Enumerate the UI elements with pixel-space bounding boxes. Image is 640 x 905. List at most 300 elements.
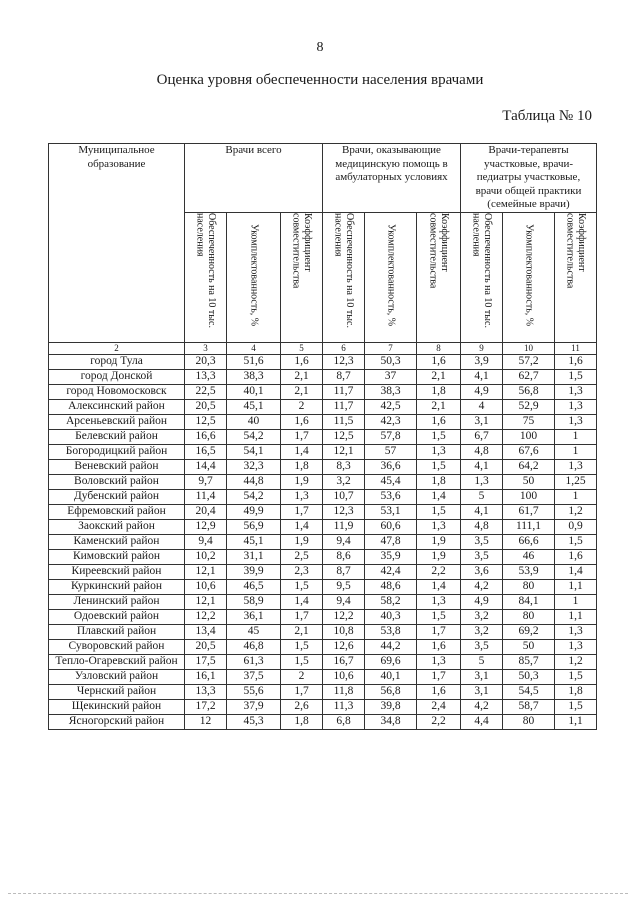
value-cell: 2,1 — [281, 369, 323, 384]
value-cell: 12,6 — [323, 639, 365, 654]
value-cell: 12,1 — [185, 594, 227, 609]
value-cell: 4,2 — [461, 579, 503, 594]
municipality-header: Муниципальное образование — [49, 144, 185, 343]
value-cell: 1,3 — [417, 519, 461, 534]
value-cell: 50,3 — [503, 669, 555, 684]
value-cell: 80 — [503, 609, 555, 624]
value-cell: 1,6 — [281, 354, 323, 369]
column-number: 11 — [555, 342, 597, 354]
value-cell: 1,3 — [555, 384, 597, 399]
subheader-coefficient: Коэффициент совместительства — [555, 213, 597, 343]
value-cell: 12,3 — [323, 354, 365, 369]
value-cell: 16,1 — [185, 669, 227, 684]
value-cell: 1,3 — [555, 399, 597, 414]
value-cell: 2,1 — [417, 369, 461, 384]
value-cell: 56,8 — [365, 684, 417, 699]
value-cell: 2,5 — [281, 549, 323, 564]
value-cell: 1,9 — [417, 549, 461, 564]
value-cell: 1,3 — [555, 639, 597, 654]
value-cell: 1,6 — [417, 684, 461, 699]
table-row — [49, 354, 597, 369]
value-cell: 1,6 — [417, 414, 461, 429]
municipality-name: Куркинский район — [49, 579, 185, 594]
column-number: 2 — [49, 342, 185, 354]
value-cell: 80 — [503, 579, 555, 594]
value-cell: 53,6 — [365, 489, 417, 504]
subheader-provision: Обеспеченность на 10 тыс. населения — [185, 213, 227, 343]
value-cell: 39,9 — [227, 564, 281, 579]
value-cell: 3,2 — [461, 609, 503, 624]
table-row — [49, 684, 597, 699]
table-row — [49, 444, 597, 459]
value-cell: 37,5 — [227, 669, 281, 684]
group-header-outpatient-doctors: Врачи, оказывающие медицинскую помощь в амбулаторных условиях — [323, 144, 461, 213]
table-row — [49, 699, 597, 714]
municipality-name: Суворовский район — [49, 639, 185, 654]
value-cell: 20,3 — [185, 354, 227, 369]
value-cell: 46,5 — [227, 579, 281, 594]
table-row — [49, 624, 597, 639]
municipality-name: Веневский район — [49, 459, 185, 474]
value-cell: 3,5 — [461, 639, 503, 654]
value-cell: 40 — [227, 414, 281, 429]
municipality-name: Воловский район — [49, 474, 185, 489]
value-cell: 9,4 — [323, 594, 365, 609]
value-cell: 11,8 — [323, 684, 365, 699]
value-cell: 54,5 — [503, 684, 555, 699]
value-cell: 2,6 — [281, 699, 323, 714]
value-cell: 12,5 — [323, 429, 365, 444]
value-cell: 16,6 — [185, 429, 227, 444]
municipality-name: Дубенский район — [49, 489, 185, 504]
value-cell: 34,8 — [365, 714, 417, 729]
value-cell: 61,7 — [503, 504, 555, 519]
value-cell: 1 — [555, 594, 597, 609]
value-cell: 2,4 — [417, 699, 461, 714]
value-cell: 3,1 — [461, 414, 503, 429]
value-cell: 57,2 — [503, 354, 555, 369]
value-cell: 11,5 — [323, 414, 365, 429]
value-cell: 45,4 — [365, 474, 417, 489]
value-cell: 37 — [365, 369, 417, 384]
value-cell: 40,3 — [365, 609, 417, 624]
value-cell: 6,8 — [323, 714, 365, 729]
value-cell: 9,5 — [323, 579, 365, 594]
value-cell: 40,1 — [227, 384, 281, 399]
value-cell: 8,7 — [323, 564, 365, 579]
value-cell: 13,3 — [185, 684, 227, 699]
value-cell: 37,9 — [227, 699, 281, 714]
value-cell: 69,6 — [365, 654, 417, 669]
value-cell: 10,6 — [323, 669, 365, 684]
value-cell: 1,6 — [417, 639, 461, 654]
value-cell: 55,6 — [227, 684, 281, 699]
municipality-name: Ленинский район — [49, 594, 185, 609]
value-cell: 13,4 — [185, 624, 227, 639]
table-row — [49, 384, 597, 399]
value-cell: 2 — [281, 399, 323, 414]
page-number: 8 — [316, 40, 324, 55]
value-cell: 2 — [281, 669, 323, 684]
municipality-name: Заокский район — [49, 519, 185, 534]
municipality-name: Арсеньевский район — [49, 414, 185, 429]
value-cell: 2,3 — [281, 564, 323, 579]
municipality-name: Киреевский район — [49, 564, 185, 579]
value-cell: 67,6 — [503, 444, 555, 459]
municipality-name: город Новомосковск — [49, 384, 185, 399]
value-cell: 4,8 — [461, 519, 503, 534]
subheader-staffing: Укомплектованность, % — [227, 213, 281, 343]
value-cell: 1,4 — [281, 444, 323, 459]
value-cell: 1,3 — [555, 414, 597, 429]
value-cell: 9,7 — [185, 474, 227, 489]
value-cell: 11,3 — [323, 699, 365, 714]
value-cell: 1,5 — [555, 669, 597, 684]
municipality-name: Чернский район — [49, 684, 185, 699]
value-cell: 58,9 — [227, 594, 281, 609]
value-cell: 0,9 — [555, 519, 597, 534]
column-number: 3 — [185, 342, 227, 354]
value-cell: 51,6 — [227, 354, 281, 369]
value-cell: 3,6 — [461, 564, 503, 579]
value-cell: 8,7 — [323, 369, 365, 384]
value-cell: 111,1 — [503, 519, 555, 534]
value-cell: 56,9 — [227, 519, 281, 534]
value-cell: 40,1 — [365, 669, 417, 684]
table-row — [49, 369, 597, 384]
value-cell: 1,3 — [417, 594, 461, 609]
value-cell: 2,1 — [281, 624, 323, 639]
value-cell: 3,1 — [461, 684, 503, 699]
table-row — [49, 714, 597, 729]
value-cell: 4,8 — [461, 444, 503, 459]
value-cell: 3,2 — [461, 624, 503, 639]
value-cell: 1,1 — [555, 609, 597, 624]
value-cell: 1,1 — [555, 579, 597, 594]
value-cell: 4,2 — [461, 699, 503, 714]
value-cell: 1,25 — [555, 474, 597, 489]
table-row — [49, 579, 597, 594]
value-cell: 3,5 — [461, 534, 503, 549]
value-cell: 1,7 — [281, 684, 323, 699]
value-cell: 1,4 — [417, 579, 461, 594]
table-row — [49, 549, 597, 564]
value-cell: 47,8 — [365, 534, 417, 549]
value-cell: 50,3 — [365, 354, 417, 369]
municipality-name: Ясногорский район — [49, 714, 185, 729]
municipality-name: город Донской — [49, 369, 185, 384]
document-title: Оценка уровня обеспеченности населения врачами — [156, 72, 484, 88]
value-cell: 3,9 — [461, 354, 503, 369]
value-cell: 42,3 — [365, 414, 417, 429]
value-cell: 1 — [555, 444, 597, 459]
value-cell: 1 — [555, 489, 597, 504]
municipality-name: Одоевский район — [49, 609, 185, 624]
municipality-name: Каменский район — [49, 534, 185, 549]
value-cell: 12 — [185, 714, 227, 729]
table-row — [49, 654, 597, 669]
value-cell: 3,2 — [323, 474, 365, 489]
value-cell: 61,3 — [227, 654, 281, 669]
value-cell: 44,2 — [365, 639, 417, 654]
value-cell: 20,5 — [185, 399, 227, 414]
value-cell: 8,6 — [323, 549, 365, 564]
value-cell: 16,5 — [185, 444, 227, 459]
value-cell: 1,8 — [417, 474, 461, 489]
value-cell: 6,7 — [461, 429, 503, 444]
group-header-district-doctors: Врачи-терапевты участковые, врачи-педиатры участковые, врачи общей практики (семейные врачи) — [461, 144, 597, 213]
table-row — [49, 534, 597, 549]
value-cell: 1,9 — [281, 474, 323, 489]
table-row — [49, 639, 597, 654]
value-cell: 1,2 — [555, 504, 597, 519]
column-number: 6 — [323, 342, 365, 354]
value-cell: 11,7 — [323, 384, 365, 399]
value-cell: 1,6 — [555, 549, 597, 564]
value-cell: 11,7 — [323, 399, 365, 414]
value-cell: 12,5 — [185, 414, 227, 429]
value-cell: 58,2 — [365, 594, 417, 609]
subheader-provision: Обеспеченность на 10 тыс. населения — [323, 213, 365, 343]
value-cell: 10,6 — [185, 579, 227, 594]
value-cell: 1,8 — [555, 684, 597, 699]
value-cell: 62,7 — [503, 369, 555, 384]
value-cell: 100 — [503, 429, 555, 444]
value-cell: 48,6 — [365, 579, 417, 594]
value-cell: 53,1 — [365, 504, 417, 519]
value-cell: 44,8 — [227, 474, 281, 489]
value-cell: 20,4 — [185, 504, 227, 519]
column-number: 7 — [365, 342, 417, 354]
value-cell: 1,4 — [417, 489, 461, 504]
value-cell: 20,5 — [185, 639, 227, 654]
value-cell: 45,1 — [227, 399, 281, 414]
value-cell: 1,4 — [555, 564, 597, 579]
value-cell: 42,4 — [365, 564, 417, 579]
value-cell: 50 — [503, 639, 555, 654]
value-cell: 1,3 — [555, 459, 597, 474]
value-cell: 1 — [555, 429, 597, 444]
value-cell: 53,9 — [503, 564, 555, 579]
table-number: Таблица № 10 — [502, 108, 592, 124]
value-cell: 16,7 — [323, 654, 365, 669]
value-cell: 12,1 — [323, 444, 365, 459]
value-cell: 45,3 — [227, 714, 281, 729]
value-cell: 1,5 — [417, 429, 461, 444]
value-cell: 1,5 — [281, 579, 323, 594]
column-number: 8 — [417, 342, 461, 354]
value-cell: 38,3 — [227, 369, 281, 384]
value-cell: 1,7 — [281, 504, 323, 519]
value-cell: 10,8 — [323, 624, 365, 639]
value-cell: 2,2 — [417, 714, 461, 729]
value-cell: 1,4 — [281, 519, 323, 534]
value-cell: 52,9 — [503, 399, 555, 414]
value-cell: 1,3 — [281, 489, 323, 504]
municipality-name: Плавский район — [49, 624, 185, 639]
value-cell: 10,7 — [323, 489, 365, 504]
value-cell: 12,2 — [185, 609, 227, 624]
value-cell: 11,9 — [323, 519, 365, 534]
column-number: 4 — [227, 342, 281, 354]
value-cell: 60,6 — [365, 519, 417, 534]
value-cell: 5 — [461, 489, 503, 504]
value-cell: 1,5 — [555, 369, 597, 384]
value-cell: 57 — [365, 444, 417, 459]
value-cell: 46 — [503, 549, 555, 564]
value-cell: 69,2 — [503, 624, 555, 639]
value-cell: 1,9 — [281, 534, 323, 549]
value-cell: 1,8 — [281, 459, 323, 474]
value-cell: 4,9 — [461, 594, 503, 609]
table-row — [49, 474, 597, 489]
value-cell: 53,8 — [365, 624, 417, 639]
table-row — [49, 399, 597, 414]
value-cell: 38,3 — [365, 384, 417, 399]
subheader-staffing: Укомплектованность, % — [503, 213, 555, 343]
value-cell: 1,6 — [417, 354, 461, 369]
value-cell: 31,1 — [227, 549, 281, 564]
subheader-provision: Обеспеченность на 10 тыс. населения — [461, 213, 503, 343]
table-row — [49, 669, 597, 684]
value-cell: 84,1 — [503, 594, 555, 609]
value-cell: 4 — [461, 399, 503, 414]
column-number-row — [49, 342, 597, 354]
value-cell: 14,4 — [185, 459, 227, 474]
header-group-row — [49, 144, 597, 213]
value-cell: 45 — [227, 624, 281, 639]
municipality-name: Щекинский район — [49, 699, 185, 714]
value-cell: 1,2 — [555, 654, 597, 669]
value-cell: 12,2 — [323, 609, 365, 624]
table-row — [49, 414, 597, 429]
value-cell: 2,1 — [281, 384, 323, 399]
page-bottom-rule — [8, 893, 628, 894]
value-cell: 1,1 — [555, 714, 597, 729]
value-cell: 12,3 — [323, 504, 365, 519]
table-row — [49, 564, 597, 579]
municipality-name: Белевский район — [49, 429, 185, 444]
column-number: 9 — [461, 342, 503, 354]
municipality-name: Тепло-Огаревский район — [49, 654, 185, 669]
table-row — [49, 594, 597, 609]
value-cell: 1,3 — [461, 474, 503, 489]
value-cell: 1,5 — [417, 459, 461, 474]
value-cell: 66,6 — [503, 534, 555, 549]
municipality-name: Алексинский район — [49, 399, 185, 414]
table-row — [49, 504, 597, 519]
value-cell: 12,1 — [185, 564, 227, 579]
value-cell: 4,4 — [461, 714, 503, 729]
municipality-name: Узловский район — [49, 669, 185, 684]
value-cell: 49,9 — [227, 504, 281, 519]
value-cell: 32,3 — [227, 459, 281, 474]
value-cell: 1,5 — [417, 609, 461, 624]
value-cell: 57,8 — [365, 429, 417, 444]
municipality-name: Кимовский район — [49, 549, 185, 564]
value-cell: 64,2 — [503, 459, 555, 474]
value-cell: 3,1 — [461, 669, 503, 684]
value-cell: 50 — [503, 474, 555, 489]
table-row — [49, 459, 597, 474]
table-body — [49, 354, 597, 729]
municipality-name: город Тула — [49, 354, 185, 369]
value-cell: 10,2 — [185, 549, 227, 564]
value-cell: 1,5 — [555, 699, 597, 714]
subheader-staffing: Укомплектованность, % — [365, 213, 417, 343]
value-cell: 1,4 — [281, 594, 323, 609]
value-cell: 22,5 — [185, 384, 227, 399]
column-number: 10 — [503, 342, 555, 354]
value-cell: 1,5 — [281, 654, 323, 669]
value-cell: 1,7 — [281, 609, 323, 624]
value-cell: 1,7 — [417, 669, 461, 684]
value-cell: 4,9 — [461, 384, 503, 399]
value-cell: 45,1 — [227, 534, 281, 549]
value-cell: 1,5 — [417, 504, 461, 519]
value-cell: 2,2 — [417, 564, 461, 579]
value-cell: 85,7 — [503, 654, 555, 669]
value-cell: 36,1 — [227, 609, 281, 624]
municipality-name: Ефремовский район — [49, 504, 185, 519]
municipality-name: Богородицкий район — [49, 444, 185, 459]
value-cell: 4,1 — [461, 504, 503, 519]
group-header-all-doctors: Врачи всего — [185, 144, 323, 213]
value-cell: 1,3 — [417, 444, 461, 459]
value-cell: 46,8 — [227, 639, 281, 654]
value-cell: 1,8 — [281, 714, 323, 729]
value-cell: 35,9 — [365, 549, 417, 564]
value-cell: 36,6 — [365, 459, 417, 474]
value-cell: 56,8 — [503, 384, 555, 399]
value-cell: 1,5 — [555, 534, 597, 549]
value-cell: 1,5 — [281, 639, 323, 654]
value-cell: 17,2 — [185, 699, 227, 714]
value-cell: 75 — [503, 414, 555, 429]
value-cell: 42,5 — [365, 399, 417, 414]
value-cell: 2,1 — [417, 399, 461, 414]
value-cell: 1,7 — [281, 429, 323, 444]
value-cell: 11,4 — [185, 489, 227, 504]
subheader-coefficient: Коэффициент совместительства — [281, 213, 323, 343]
value-cell: 100 — [503, 489, 555, 504]
value-cell: 4,1 — [461, 459, 503, 474]
value-cell: 80 — [503, 714, 555, 729]
value-cell: 1,3 — [417, 654, 461, 669]
value-cell: 9,4 — [185, 534, 227, 549]
value-cell: 3,5 — [461, 549, 503, 564]
value-cell: 39,8 — [365, 699, 417, 714]
column-number: 5 — [281, 342, 323, 354]
value-cell: 17,5 — [185, 654, 227, 669]
physicians-provision-table — [48, 143, 597, 730]
value-cell: 4,1 — [461, 369, 503, 384]
value-cell: 58,7 — [503, 699, 555, 714]
table-row — [49, 609, 597, 624]
subheader-coefficient: Коэффициент совместительства — [417, 213, 461, 343]
value-cell: 8,3 — [323, 459, 365, 474]
table-row — [49, 519, 597, 534]
value-cell: 9,4 — [323, 534, 365, 549]
value-cell: 1,3 — [555, 624, 597, 639]
value-cell: 1,9 — [417, 534, 461, 549]
value-cell: 54,2 — [227, 429, 281, 444]
value-cell: 54,1 — [227, 444, 281, 459]
value-cell: 12,9 — [185, 519, 227, 534]
value-cell: 54,2 — [227, 489, 281, 504]
value-cell: 13,3 — [185, 369, 227, 384]
value-cell: 1,7 — [417, 624, 461, 639]
